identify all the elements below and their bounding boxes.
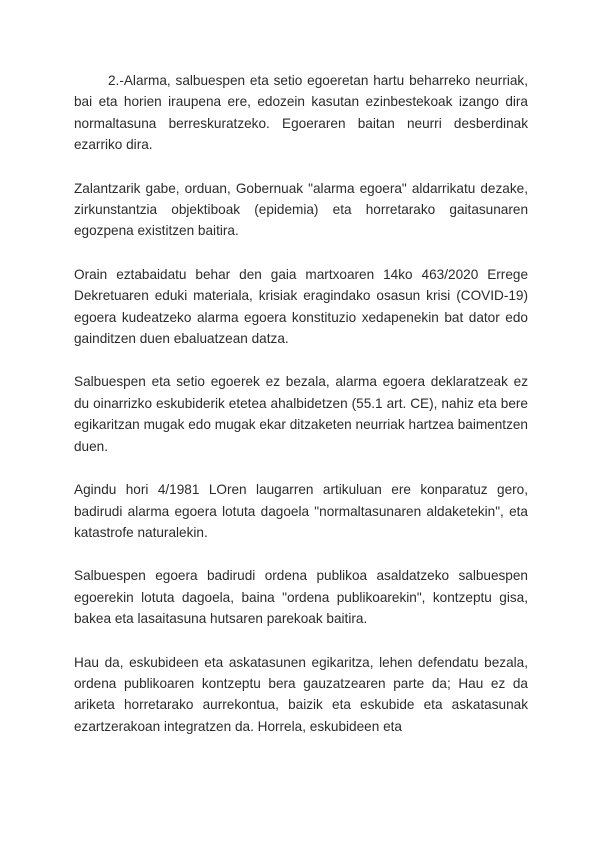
document-body: [74, 70, 528, 759]
paragraph-7: Hau da, eskubideen eta askatasunen egikaritza, lehen defendatu bezala, ordena publikoaren kontzeptu bera gauzatzearen parte da; Hau ez da ariketa horretarako aurrekontua, baizik eta eskubide eta askatasunak ezartzerakoan integratzen da. Horrela, eskubideen eta: [74, 654, 528, 734]
paragraph-6: Salbuespen egoera badirudi ordena publikoa asaldatzeko salbuespen egoerekin lotuta dagoela, baina "ordena publikoarekin", kontzeptu gisa, bakea eta lasaitasuna hutsaren parekoak baitira.: [74, 568, 528, 627]
paragraph-3: Orain eztabaidatu behar den gaia martxoaren 14ko 463/2020 Errege Dekretuaren eduki materiala, krisiak eragindako osasun krisi (COVID-19) egoera kudeatzeko alarma egoera konstituzio xedapenekin bat dator edo gainditzen duen ebaluatzean datza.: [74, 266, 528, 347]
paragraph-1: 2.-Alarma, salbuespen eta setio egoeretan hartu beharreko neurriak, bai eta horien iraupena ere, edozein kasutan ezinbestekoak izango dira normaltasuna berreskuratzeko. Egoeraren baitan neurri desberdinak ezarriko dira.: [74, 73, 528, 153]
paragraph-4: Salbuespen eta setio egoerek ez bezala, alarma egoera deklaratzeak ez du oinarrizko eskubiderik etetea ahalbidetzen (55.1 art. CE), nahiz eta bere egikaritzan mugak edo mugak ekar ditzaketen neurriak hartzea baimentzen duen.: [74, 374, 528, 454]
paragraph-2: Zalantzarik gabe, orduan, Gobernuak "alarma egoera" aldarrikatu dezake, zirkunstantzia objektiboak (epidemia) eta horretarako gaitasunaren egozpena existitzen baitira.: [74, 180, 528, 239]
paragraph-5: Agindu hori 4/1981 LOren laugarren artikuluan ere konparatuz gero, badirudi alarma egoera lotuta dagoela "normaltasunaren aldaketekin", eta katastrofe naturalekin.: [74, 482, 528, 540]
